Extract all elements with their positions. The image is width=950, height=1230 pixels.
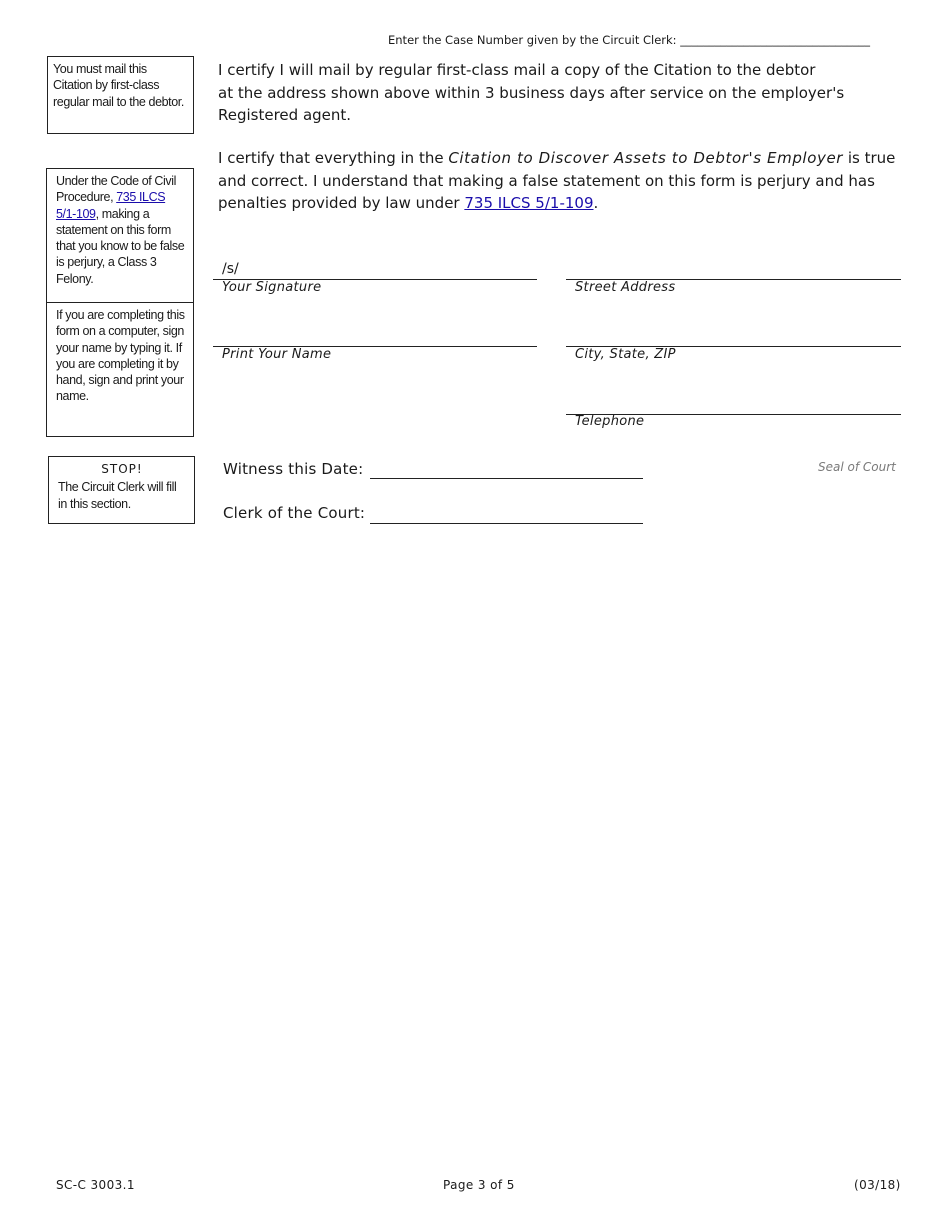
signature-label: Your Signature xyxy=(222,280,322,295)
clerk-of-court-line[interactable] xyxy=(370,523,643,524)
truth-end: . xyxy=(593,194,599,212)
perjury-text-prefix: Under the Code of Civil Procedure, xyxy=(56,174,177,205)
form-code: SC-C 3003.1 xyxy=(56,1178,135,1192)
telephone-label: Telephone xyxy=(575,414,645,429)
signature-field[interactable]: /s/ xyxy=(222,261,239,277)
witness-date-label: Witness this Date: xyxy=(223,460,364,478)
truth-middle: is true and correct. I understand that making a false statement on this form is perjury and has penalties provided by law under xyxy=(218,149,896,212)
form-date: (03/18) xyxy=(854,1178,901,1192)
street-address-label: Street Address xyxy=(575,280,676,295)
case-number-field[interactable]: _________________________________ xyxy=(680,33,870,47)
clerk-of-court-label: Clerk of the Court: xyxy=(223,504,366,522)
signing-instruction-text: If you are completing this form on a computer, sign your name by typing it. If you are completing it by hand, sign and print your name. xyxy=(56,308,185,404)
witness-date-line[interactable] xyxy=(370,478,643,479)
mail-certification xyxy=(218,59,858,127)
mail-instruction-text: You must mail this Citation by first-class regular mail to the debtor. xyxy=(53,62,184,109)
case-number-label: Enter the Case Number given by the Circuit Clerk: xyxy=(388,33,677,47)
mail-cert-line-1: I certify I will mail by regular first-class mail a copy of the Citation to the debtor xyxy=(218,61,816,79)
statute-link[interactable]: 735 ILCS 5/1-109 xyxy=(56,190,166,221)
page-number: Page 3 of 5 xyxy=(443,1178,515,1192)
case-number-line xyxy=(388,33,870,47)
truth-prefix: I certify that everything in the xyxy=(218,149,449,167)
seal-of-court-label: Seal of Court xyxy=(818,460,896,474)
mail-instruction-box xyxy=(47,56,194,134)
mail-cert-line-3: Registered agent. xyxy=(218,106,352,124)
perjury-warning-box xyxy=(46,168,194,303)
truth-statute-link[interactable]: 735 ILCS 5/1-109 xyxy=(464,194,594,212)
mail-cert-line-2: at the address shown above within 3 business days after service on the employer's xyxy=(218,83,845,102)
print-name-label: Print Your Name xyxy=(222,347,332,362)
signing-instruction-box xyxy=(46,302,194,437)
clerk-stop-box xyxy=(48,456,195,524)
perjury-text-suffix: , making a statement on this form that you know to be false is perjury, a Class 3 Felony. xyxy=(56,206,185,286)
stop-note: The Circuit Clerk will fill in this section. xyxy=(58,480,177,511)
truth-certification xyxy=(218,147,908,215)
stop-title: STOP! xyxy=(101,462,143,476)
city-state-zip-label: City, State, ZIP xyxy=(575,347,676,362)
citation-title: Citation to Discover Assets to Debtor's Employer xyxy=(448,149,844,167)
